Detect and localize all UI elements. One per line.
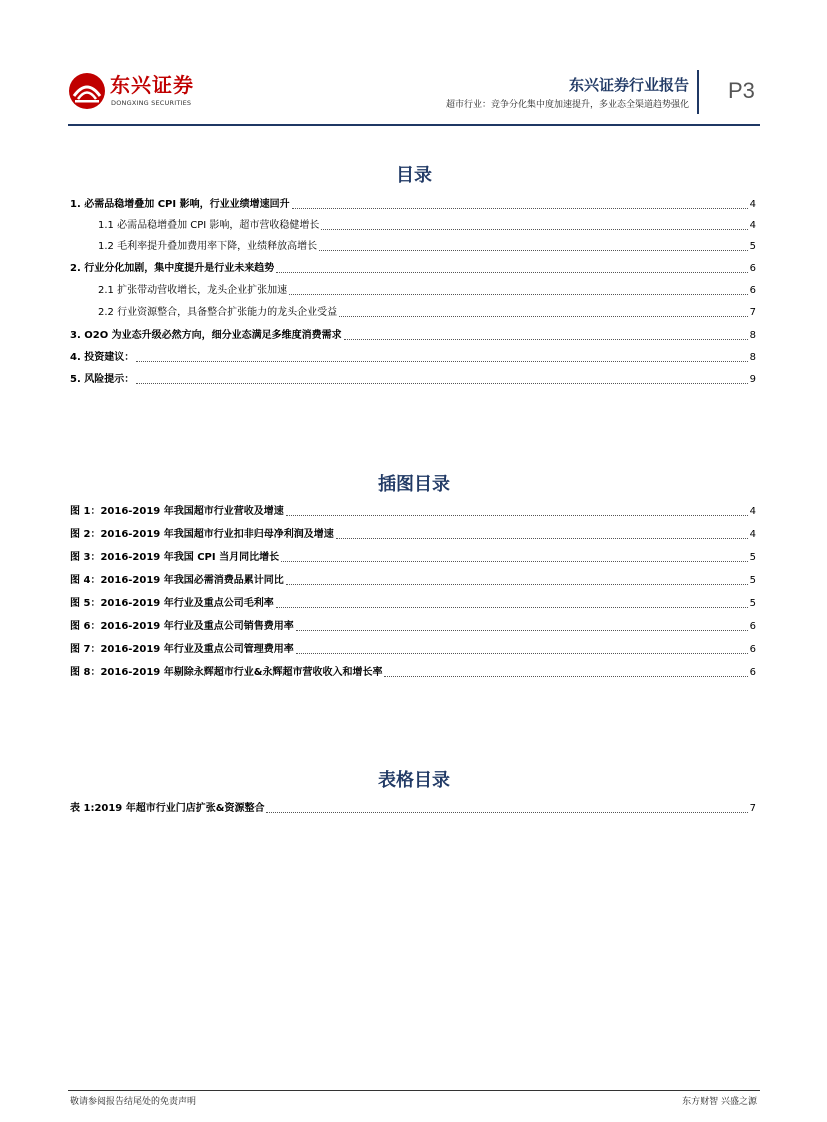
table-entry-page: 7 [749,803,756,814]
table-entry[interactable] [70,802,756,816]
toc-entry[interactable] [70,219,756,233]
toc-entry-page: 9 [749,374,756,385]
toc-entry-page: 7 [749,307,756,318]
toc-entry[interactable] [70,351,756,365]
report-type-title: 东兴证券行业报告 [568,76,689,94]
disclaimer-note: 敬请参阅报告结尾处的免责声明 [70,1097,197,1107]
dot-leader [289,293,748,295]
footer-rule [68,1090,760,1091]
figure-entry[interactable] [70,620,756,634]
toc-entry[interactable] [70,373,756,387]
toc-entry-page: 8 [749,330,756,341]
toc-entry[interactable] [70,329,756,343]
logo-english-name: DONGXING SECURITIES [111,99,192,107]
figure-entry-text: 图 2：2016-2019 年我国超市行业扣非归母净利润及增速 [70,529,334,540]
company-logo [68,72,208,112]
dot-leader [276,606,748,608]
figure-entry-text: 图 4：2016-2019 年我国必需消费品累计同比 [70,575,284,586]
figure-entry-page: 5 [749,552,756,563]
figure-entry-text: 图 8：2016-2019 年剔除永辉超市行业&永辉超市营收收入和增长率 [70,667,383,678]
dot-leader [286,583,748,585]
toc-entry-text: 2.2 行业资源整合，具备整合扩张能力的龙头企业受益 [98,307,338,318]
dot-leader [321,228,747,230]
figure-entry-page: 6 [749,621,756,632]
toc-entry-page: 6 [749,263,756,274]
figure-entry-text: 图 1：2016-2019 年我国超市行业营收及增速 [70,506,284,517]
figure-entry[interactable] [70,551,756,565]
toc-entry-text: 1.2 毛利率提升叠加费用率下降，业绩释放高增长 [98,241,318,252]
header-divider [697,70,699,114]
toc-entry-text: 3. O2O 为业态升级必然方向，细分业态满足多维度消费需求 [70,330,342,341]
dot-leader [136,382,747,384]
dot-leader [296,652,748,654]
figure-entry-page: 5 [749,575,756,586]
toc-entry-text: 1. 必需品稳增叠加 CPI 影响，行业业绩增速回升 [70,199,290,210]
toc-entry-page: 8 [749,352,756,363]
figure-entry-text: 图 6：2016-2019 年行业及重点公司销售费用率 [70,621,294,632]
figure-entry-page: 6 [749,644,756,655]
dot-leader [266,811,747,813]
toc-entry-page: 5 [749,241,756,252]
toc-entry-text: 1.1 必需品稳增叠加 CPI 影响，超市营收稳健增长 [98,220,320,231]
figure-entry[interactable] [70,643,756,657]
figure-entry-text: 图 7：2016-2019 年行业及重点公司管理费用率 [70,644,294,655]
toc-entry[interactable] [70,262,756,276]
figure-entry[interactable] [70,666,756,680]
toc-entry-text: 2. 行业分化加剧，集中度提升是行业未来趋势 [70,263,275,274]
toc-entry-page: 6 [749,285,756,296]
dot-leader [136,360,747,362]
toc-entry-text: 4. 投资建议： [70,352,135,363]
toc-title: 目录 [396,165,432,186]
figure-entry[interactable] [70,528,756,542]
dot-leader [339,315,748,317]
dot-leader [336,537,748,539]
dot-leader [296,629,748,631]
dot-leader [281,560,748,562]
table-list-title: 表格目录 [378,770,450,791]
figure-entry[interactable] [70,505,756,519]
table-entry-text: 表 1:2019 年超市行业门店扩张&资源整合 [70,803,265,814]
toc-entry-text: 5. 风险提示： [70,374,135,385]
figure-list-title: 插图目录 [378,474,450,495]
toc-entry[interactable] [70,240,756,254]
figure-entry-page: 5 [749,598,756,609]
dot-leader [276,271,747,273]
dot-leader [319,249,748,251]
figure-entry-text: 图 5：2016-2019 年行业及重点公司毛利率 [70,598,274,609]
dot-leader [344,338,748,340]
company-slogan: 东方财智 兴盛之源 [682,1097,757,1107]
figure-entry-page: 4 [749,506,756,517]
figure-entry-page: 4 [749,529,756,540]
dot-leader [286,514,748,516]
logo-chinese-name: 东兴证券 [110,73,194,97]
page-header [0,0,827,130]
toc-entry-page: 4 [749,220,756,231]
figure-entry[interactable] [70,597,756,611]
toc-entry-page: 4 [749,199,756,210]
toc-entry-text: 2.1 扩张带动营收增长，龙头企业扩张加速 [98,285,288,296]
toc-entry[interactable] [70,306,756,320]
page-number: P3 [728,78,755,103]
dongxing-logo-icon [68,72,106,110]
toc-entry[interactable] [70,198,756,212]
dot-leader [384,675,747,677]
figure-entry-page: 6 [749,667,756,678]
dot-leader [292,207,748,209]
header-rule [68,124,760,126]
toc-entry[interactable] [70,284,756,298]
figure-entry[interactable] [70,574,756,588]
report-subtitle: 超市行业：竞争分化集中度加速提升，多业态全渠道趋势强化 [445,100,689,110]
figure-entry-text: 图 3：2016-2019 年我国 CPI 当月同比增长 [70,552,280,563]
